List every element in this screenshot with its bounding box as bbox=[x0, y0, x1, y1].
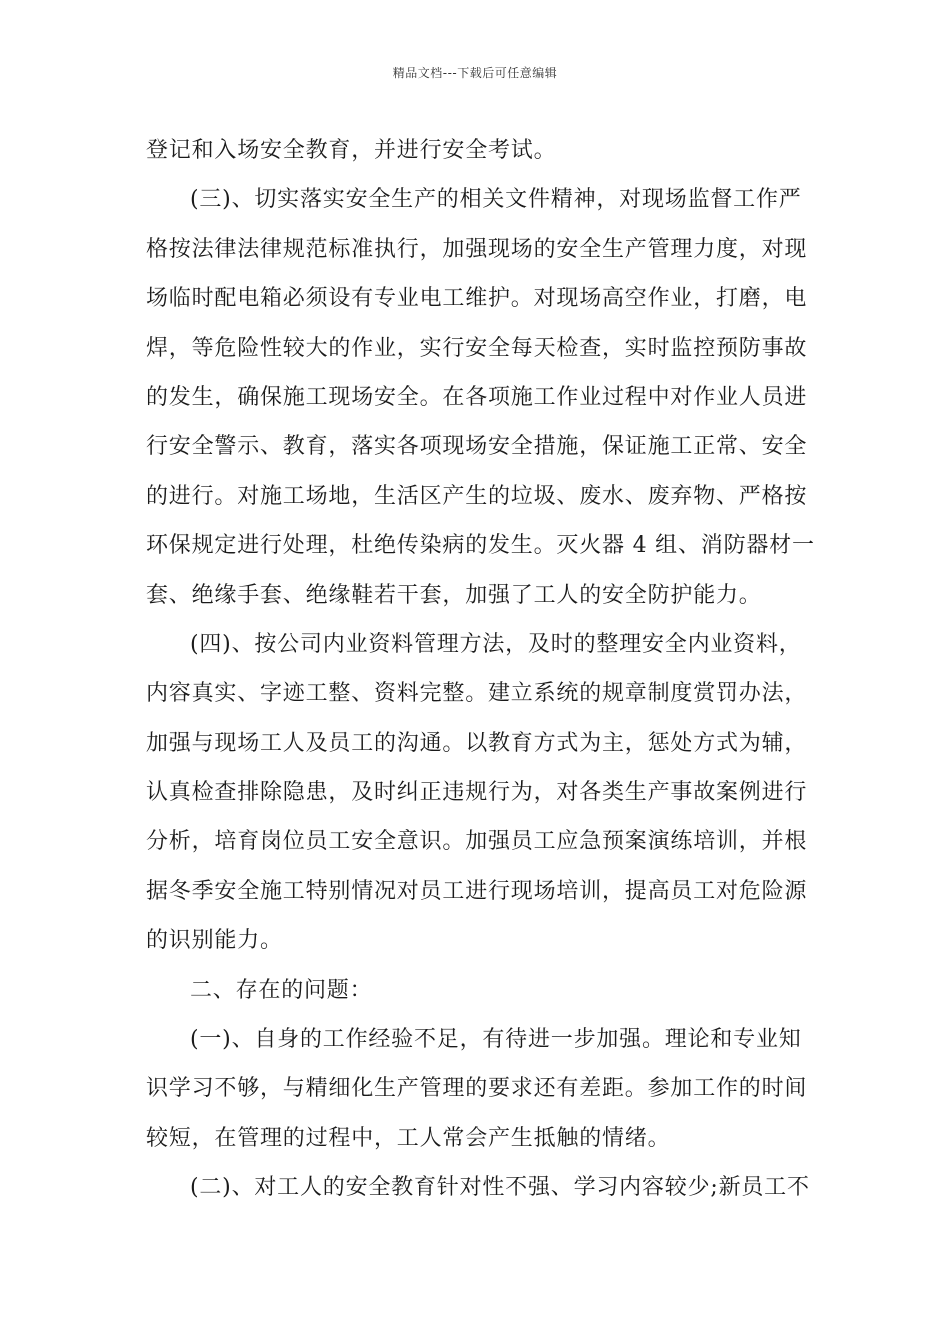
text-line: 行安全警示、教育，落实各项现场安全措施，保证施工正常、安全 bbox=[146, 434, 808, 460]
text-line: 的识别能力。 bbox=[146, 928, 283, 954]
text-line: 的进行。对施工场地，生活区产生的垃圾、废水、废弃物、严格按 bbox=[146, 483, 808, 509]
text-line: (四)、按公司内业资料管理方法，及时的整理安全内业资料， bbox=[190, 631, 802, 657]
text-line: 环保规定进行处理，杜绝传染病的发生。灭火器 4 组、消防器材一 bbox=[146, 533, 815, 559]
text-line: 套、绝缘手套、绝缘鞋若干套，加强了工人的安全防护能力。 bbox=[146, 582, 762, 608]
text-line: 据冬季安全施工特别情况对员工进行现场培训，提高员工对危险源 bbox=[146, 878, 808, 904]
document-body bbox=[146, 126, 815, 1213]
text-line: 的发生，确保施工现场安全。在各项施工作业过程中对作业人员进 bbox=[146, 384, 808, 410]
text-line: 场临时配电箱必须设有专业电工维护。对现场高空作业，打磨，电 bbox=[146, 286, 808, 312]
text-line: 格按法律法律规范标准执行，加强现场的安全生产管理力度，对现 bbox=[146, 236, 808, 262]
section-heading: 二、存在的问题： bbox=[190, 977, 373, 1003]
text-line: 认真检查排除隐患，及时纠正违规行为，对各类生产事故案例进行 bbox=[146, 780, 808, 806]
text-line: 识学习不够，与精细化生产管理的要求还有差距。参加工作的时间 bbox=[146, 1076, 808, 1102]
text-line: 分析，培育岗位员工安全意识。加强员工应急预案演练培训，并根 bbox=[146, 829, 808, 855]
text-line: (一)、自身的工作经验不足，有待进一步加强。理论和专业知 bbox=[190, 1027, 802, 1053]
text-line: 登记和入场安全教育，并进行安全考试。 bbox=[146, 138, 557, 163]
text-line: (三)、切实落实安全生产的相关文件精神，对现场监督工作严 bbox=[190, 187, 802, 213]
text-line: (二)、对工人的安全教育针对性不强、学习内容较少;新员工不 bbox=[190, 1175, 810, 1201]
text-line: 较短，在管理的过程中，工人常会产生抵触的情绪。 bbox=[146, 1125, 671, 1151]
text-line: 加强与现场工人及员工的沟通。以教育方式为主，惩处方式为辅， bbox=[146, 730, 808, 756]
page-header: 精品文档---下载后可任意编辑 bbox=[392, 66, 558, 80]
text-line: 焊，等危险性较大的作业，实行安全每天检查，实时监控预防事故 bbox=[146, 335, 808, 361]
text-line: 内容真实、字迹工整、资料完整。建立系统的规章制度赏罚办法， bbox=[146, 681, 808, 707]
